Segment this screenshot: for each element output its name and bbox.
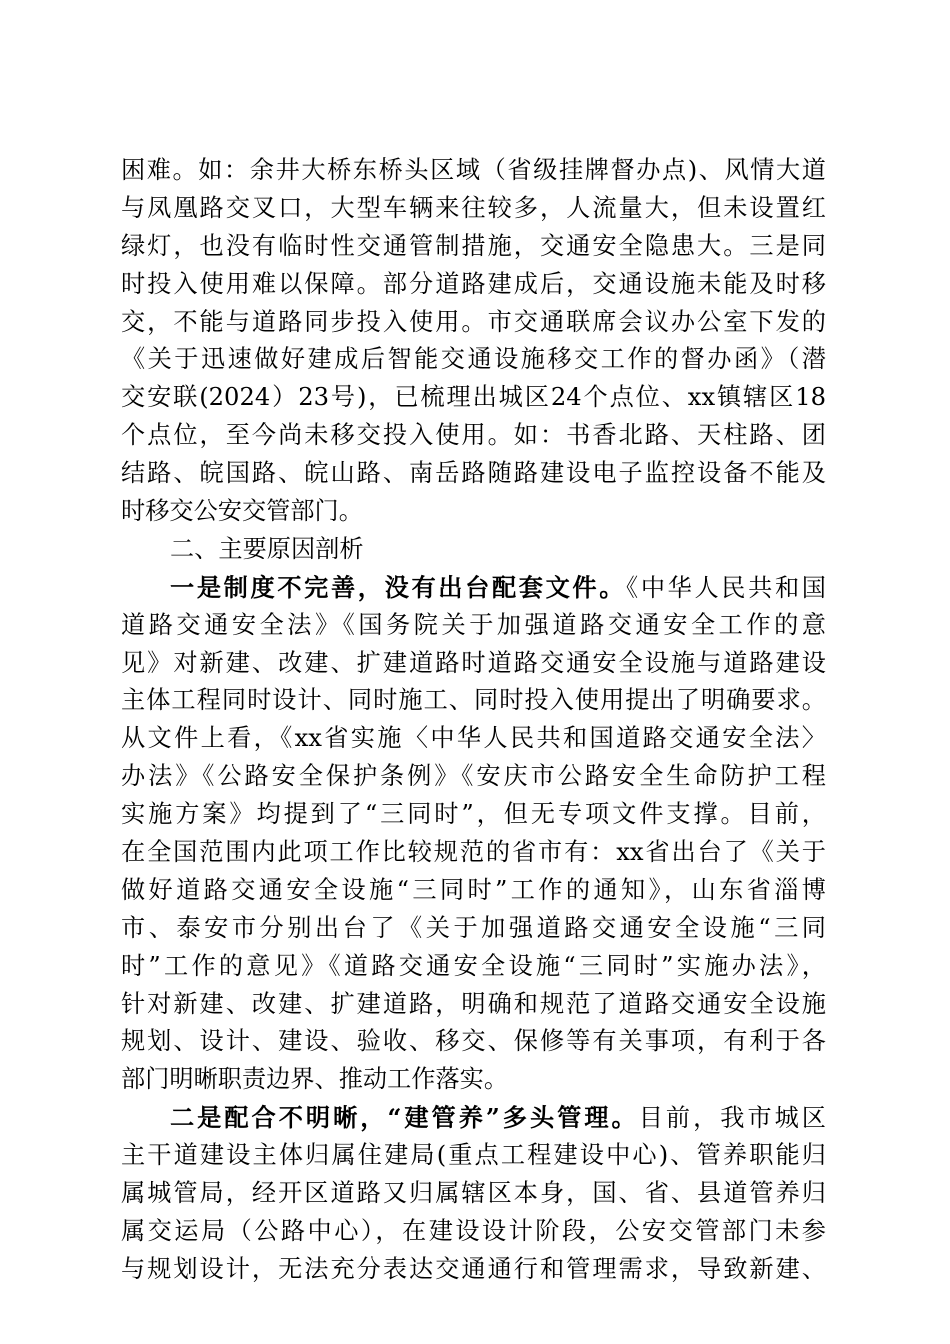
text-run: 目前，我市城区 [638, 1104, 826, 1133]
text-line: 时移交公安交管部门。 [121, 497, 363, 526]
text-line: 结路、皖国路、皖山路、南岳路随路建设电子监控设备不能及 [121, 459, 826, 488]
text-line: 主干道建设主体归属住建局(重点工程建设中心)、管养职能归 [121, 1141, 826, 1170]
text-line: 实施方案》均提到了“三同时”，但无专项文件支撑。目前， [121, 800, 826, 829]
text-line: 从文件上看，《xx省实施〈中华人民共和国道路交通安全法〉 [121, 724, 826, 753]
document-page [121, 152, 826, 1289]
text-line: 部门明晰职责边界、推动工作落实。 [121, 1065, 509, 1094]
paragraph-lead: 一是制度不完善，没有出台配套文件。 [170, 572, 627, 602]
text-line: 时投入使用难以保障。部分道路建成后，交通设施未能及时移 [121, 269, 826, 298]
text-line: 针对新建、改建、扩建道路，明确和规范了道路交通安全设施 [121, 989, 826, 1018]
text-line-first [121, 569, 826, 607]
text-line: 时”工作的意见》《道路交通安全设施“三同时”实施办法》， [121, 951, 826, 980]
text-line-first [121, 1099, 826, 1137]
text-line: 在全国范围内此项工作比较规范的省市有：xx省出台了《关于 [121, 838, 826, 867]
paragraph-lead: 二是配合不明晰，“建管养”多头管理。 [170, 1103, 639, 1133]
text-line: 做好道路交通安全设施“三同时”工作的通知》，山东省淄博 [121, 875, 826, 904]
section-heading: 二、主要原因剖析 [170, 534, 364, 563]
text-line: 《关于迅速做好建成后智能交通设施移交工作的督办函》（潜 [121, 345, 826, 374]
text-line: 见》对新建、改建、扩建道路时道路交通安全设施与道路建设 [121, 648, 826, 677]
text-line: 属城管局，经开区道路又归属辖区本身，国、省、县道管养归 [121, 1179, 826, 1208]
text-line: 属交运局（公路中心），在建设设计阶段，公安交管部门未参 [121, 1216, 826, 1245]
text-line: 与规划设计，无法充分表达交通通行和管理需求，导致新建、 [121, 1254, 826, 1283]
text-line: 交，不能与道路同步投入使用。市交通联席会议办公室下发的 [121, 307, 826, 336]
text-line: 困难。如：余井大桥东桥头区域（省级挂牌督办点)、风情大道 [121, 156, 826, 184]
paragraph-3 [121, 1099, 826, 1288]
paragraph-2 [121, 569, 826, 1099]
text-line: 道路交通安全法》《国务院关于加强道路交通安全工作的意 [121, 610, 826, 639]
text-line: 交安联(2024）23号)，已梳理出城区24个点位、xx镇辖区18 [121, 383, 826, 412]
text-line: 绿灯，也没有临时性交通管制措施，交通安全隐患大。三是同 [121, 231, 826, 260]
text-line: 规划、设计、建设、验收、移交、保修等有关事项，有利于各 [121, 1027, 826, 1056]
text-line: 办法》《公路安全保护条例》《安庆市公路安全生命防护工程 [121, 762, 826, 791]
text-line: 市、泰安市分别出台了《关于加强道路交通安全设施“三同 [121, 913, 826, 942]
text-run: 《中华人民共和国 [626, 573, 826, 602]
text-line: 主体工程同时设计、同时施工、同时投入使用提出了明确要求。 [121, 686, 826, 715]
paragraph-1 [121, 152, 826, 531]
text-line: 个点位，至今尚未移交投入使用。如：书香北路、天柱路、团 [121, 421, 826, 450]
text-line: 与凤凰路交叉口，大型车辆来往较多，人流量大，但未设置红 [121, 193, 826, 222]
